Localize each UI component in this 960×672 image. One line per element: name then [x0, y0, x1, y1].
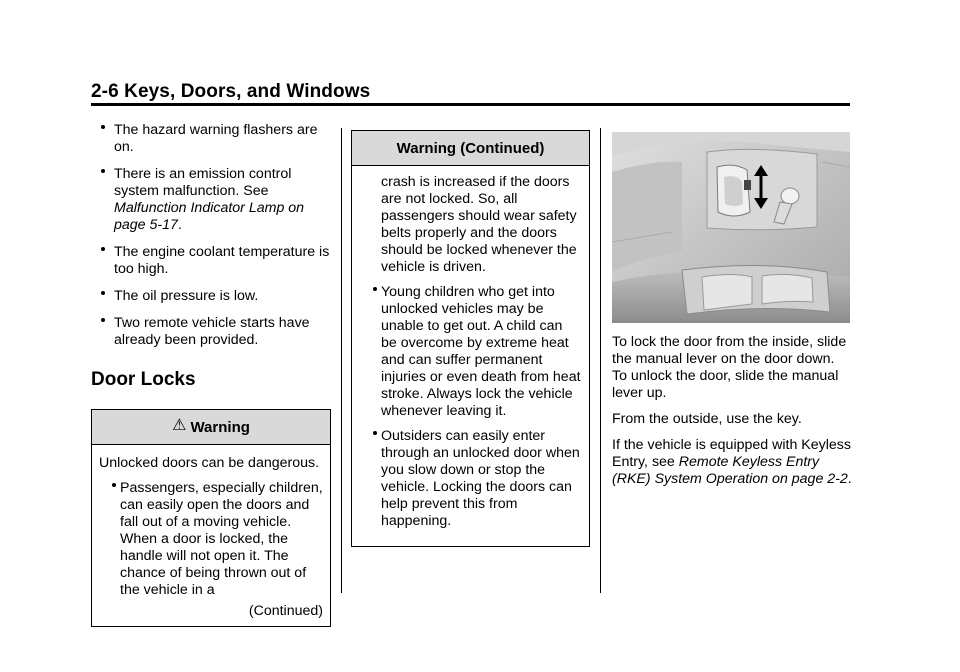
- instruction-paragraph-1: To lock the door from the inside, slide the manual lever on the door down. To unlock the door, slide the manual lever up.: [612, 334, 847, 401]
- list-item: [91, 288, 331, 305]
- section-title: Door Locks: [91, 369, 196, 390]
- list-item: [91, 166, 331, 234]
- warning-box: [91, 409, 331, 627]
- warning-icon: ⚠: [172, 416, 187, 434]
- list-item-text: Outsiders can easily enter through an unlocked door when you slow down or stop the vehicle. Locking the doors can help prevent this from happening.: [381, 428, 580, 529]
- punctuation: .: [847, 471, 852, 487]
- column-separator-2: [600, 128, 601, 593]
- door-lock-photo: [612, 132, 850, 323]
- list-item-text: Two remote vehicle starts have already been provided.: [114, 315, 310, 348]
- warning-box-continued: [351, 130, 590, 547]
- list-item-text: Young children who get into unlocked vehicles may be unable to get out. A child can be overcome by extreme heat and can suffer permanent injuries or even death from heat stroke. Always lock the vehicle whenever leaving it.: [381, 284, 581, 419]
- list-item-text: Passengers, especially children, can easily open the doors and fall out of a moving vehicle. When a door is locked, the handle will not open it. The chance of being thrown out of the vehicle in a: [120, 480, 323, 598]
- page-header-title: 2-6 Keys, Doors, and Windows: [91, 81, 371, 102]
- column-2: [351, 130, 590, 547]
- reference-link-mil[interactable]: Malfunction Indicator Lamp on page 5-17: [114, 200, 305, 233]
- door-panel-illustration: [612, 132, 850, 323]
- list-item: [360, 284, 581, 420]
- column-1: [91, 122, 331, 627]
- list-item-text: The hazard warning flashers are on.: [114, 122, 318, 155]
- warning-header: [352, 131, 589, 166]
- warning-list: [99, 480, 323, 599]
- warning-body: [352, 166, 589, 546]
- continued-label: (Continued): [248, 603, 323, 619]
- list-item-text: The oil pressure is low.: [114, 288, 259, 304]
- reference-link-rke[interactable]: Remote Keyless Entry (RKE) System Operation on page 2-2: [612, 454, 848, 487]
- warning-body: [92, 445, 330, 626]
- column-separator-1: [341, 128, 342, 593]
- list-item-text: The engine coolant temperature is too high.: [114, 244, 330, 277]
- instruction-paragraph-2: From the outside, use the key.: [612, 411, 802, 427]
- punctuation: .: [177, 217, 182, 233]
- list-item-text: There is an emission control system malfunction. See: [114, 166, 292, 199]
- warning-heading: Warning: [190, 418, 250, 436]
- list-item: [99, 480, 323, 599]
- list-item: [91, 315, 331, 349]
- list-item: [360, 428, 581, 530]
- warning-continued-text: crash is increased if the doors are not locked. So, all passengers should wear safety belts properly and the doors should be locked whenever the vehicle is driven.: [381, 174, 577, 275]
- list-item: [91, 122, 331, 156]
- column-3: [612, 132, 852, 488]
- warning-intro: Unlocked doors can be dangerous.: [99, 455, 320, 471]
- paragraph-text: If the vehicle is equipped with Keyless Entry, see: [612, 437, 851, 470]
- warning-header: [92, 410, 330, 445]
- header-rule: [91, 103, 850, 106]
- instruction-paragraph-3: [612, 437, 852, 488]
- warning-heading: Warning (Continued): [396, 139, 545, 157]
- list-item: [91, 244, 331, 278]
- condition-list: [91, 122, 331, 349]
- warning-list: [360, 284, 581, 530]
